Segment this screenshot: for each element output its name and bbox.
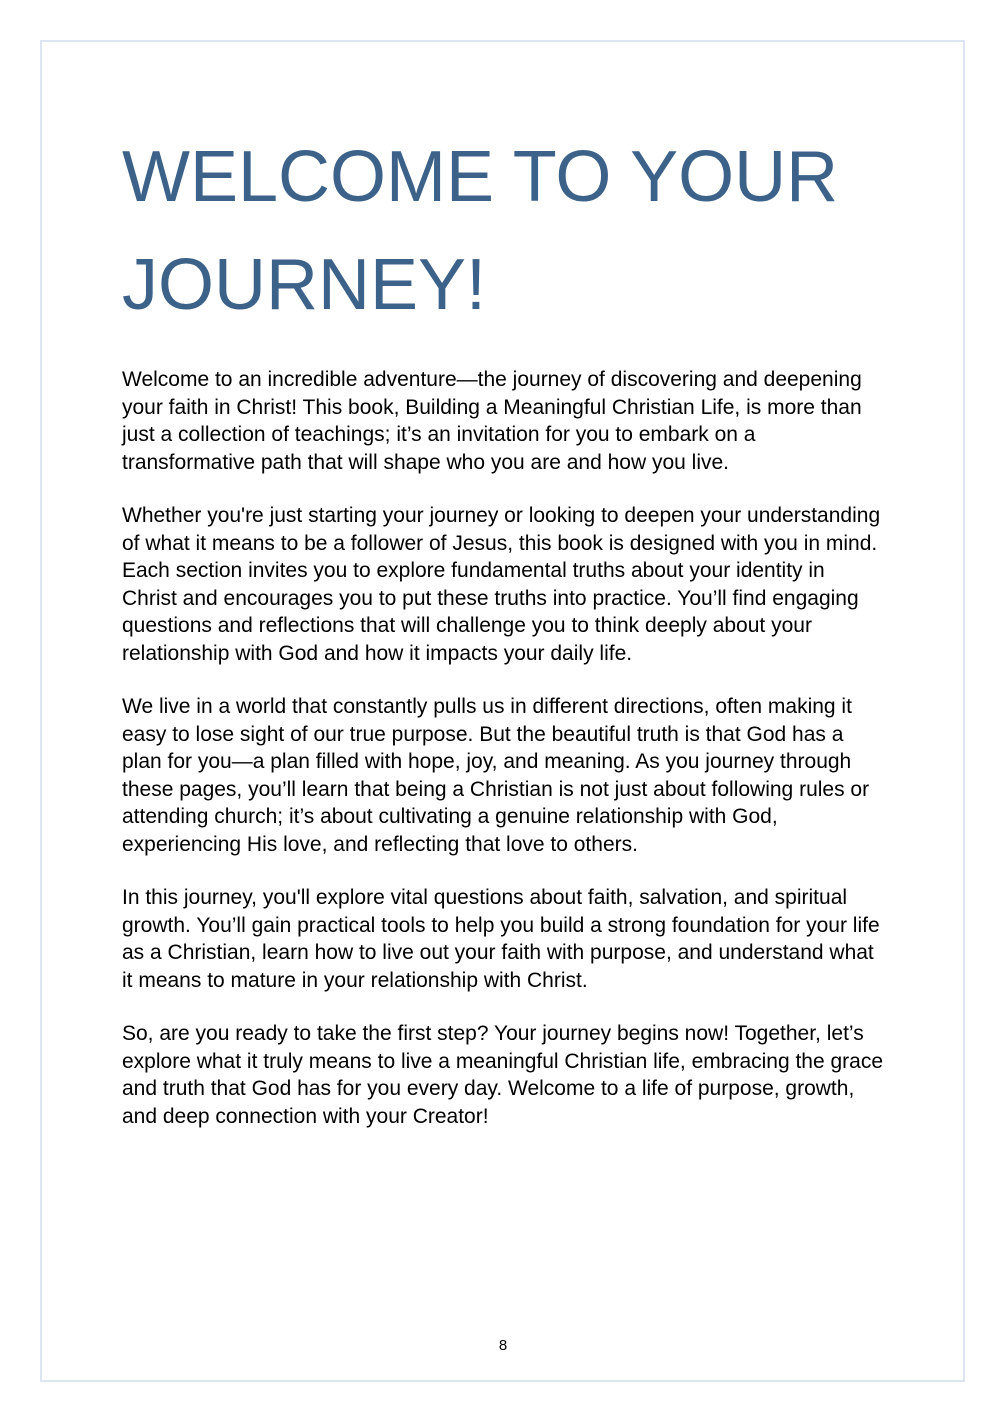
body-paragraph: We live in a world that constantly pulls us in different directions, often making it easy to lose sight of our true purpose. But the beautiful truth is that God has a plan for you—a plan filled with hope, joy, and meaning. As you journey through these pages, you’ll learn that being a Christian is not just about following rules or attending church; it’s about cultivating a genuine relationship with God, experiencing His love, and reflecting that love to others. (122, 695, 870, 856)
page-content (122, 40, 884, 1156)
body-paragraph: In this journey, you'll explore vital questions about faith, salvation, and spiritual growth. You’ll gain practical tools to help you build a strong foundation for your life as a Christian, learn how to live out your faith with purpose, and understand what it means to mature in your relationship with Christ. (122, 886, 880, 992)
body-paragraph: Whether you're just starting your journey or looking to deepen your understanding of what it means to be a follower of Jesus, this book is designed with you in mind. Each section invites you to explore fundamental truths about your identity in Christ and encourages you to put these truths into practice. You’ll find engaging questions and reflections that will challenge you to think deeply about your relationship with God and how it impacts your daily life. (122, 504, 881, 665)
body-text-block (122, 366, 884, 1130)
page-title: WELCOME TO YOUR JOURNEY! (122, 137, 839, 325)
body-paragraph: So, are you ready to take the first step? Your journey begins now! Together, let’s explore what it truly means to live a meaningful Christian life, embracing the grace and truth that God has for you every day. Welcome to a life of purpose, growth, and deep connection with your Creator! (122, 1022, 884, 1128)
body-paragraph: Welcome to an incredible adventure—the journey of discovering and deepening your faith in Christ! This book, Building a Meaningful Christian Life, is more than just a collection of teachings; it’s an invitation for you to embark on a transformative path that will shape who you are and how you live. (122, 368, 862, 474)
page-number: 8 (498, 1337, 508, 1354)
